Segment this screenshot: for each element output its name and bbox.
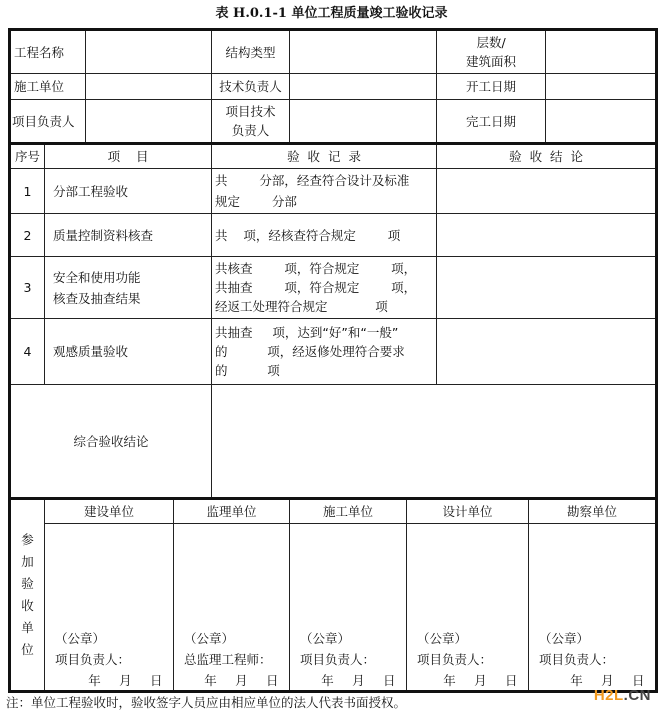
floors-area-value (546, 30, 657, 74)
record-cell (212, 257, 437, 319)
acceptance-record-table (8, 28, 658, 693)
record-line: 经返工处理符合规定 项 (215, 299, 388, 314)
start-date-label: 开工日期 (437, 74, 546, 100)
signature-cell (407, 524, 529, 692)
project-lead-label: 项目负责人 (10, 100, 86, 144)
seal-label: （公章） (417, 631, 468, 646)
table-title: 表 H.0.1-1 单位工程质量竣工验收记录 (215, 6, 448, 21)
seq-header: 序号 (10, 144, 45, 169)
record-cell (212, 214, 437, 257)
start-date-value (546, 74, 657, 100)
seal-label: （公章） (539, 631, 590, 646)
item-header: 项 目 (45, 144, 212, 169)
footnote: 注：单位工程验收时，验收签字人员应由相应单位的法人代表书面授权。 (6, 695, 407, 710)
item-label: 观感质量验收 (45, 319, 212, 385)
seal-label: （公章） (184, 631, 235, 646)
row-number: 2 (10, 214, 45, 257)
unit-name: 施工单位 (290, 499, 407, 524)
item-label: 分部工程验收 (45, 169, 212, 214)
signer-label: 项目负责人： (300, 652, 376, 667)
summary-label: 综合验收结论 (10, 385, 212, 499)
record-line: 共 项，经核查符合规定 项 (215, 227, 401, 243)
item-label: 安全和使用功能 核查及抽查结果 (45, 257, 212, 319)
record-line: 规定 分部 (215, 194, 297, 209)
conclusion-cell (437, 214, 657, 257)
record-line: 的 项，经返修处理符合要求 (215, 344, 405, 359)
record-line: 的 项 (215, 363, 280, 378)
project-lead-value (86, 100, 212, 144)
project-tech-lead-value (290, 100, 437, 144)
record-line: 共核查 项，符合规定 项， (215, 261, 417, 276)
row-number: 1 (10, 169, 45, 214)
unit-name: 建设单位 (45, 499, 174, 524)
signature-cell (290, 524, 407, 692)
construction-unit-label: 施工单位 (10, 74, 86, 100)
project-tech-lead-label: 项目技术 负责人 (212, 100, 290, 144)
unit-name: 设计单位 (407, 499, 529, 524)
signer-label: 项目负责人： (55, 652, 131, 667)
tech-lead-value (290, 74, 437, 100)
signer-label: 项目负责人： (539, 652, 615, 667)
record-line: 共抽查 项，达到“好”和“一般” (215, 325, 399, 340)
record-line: 共 分部，经查符合设计及标准 (215, 173, 410, 188)
signature-cell (174, 524, 290, 692)
date-label: 年 月 日 (321, 673, 397, 688)
row-number: 4 (10, 319, 45, 385)
unit-name: 监理单位 (174, 499, 290, 524)
tech-lead-label: 技术负责人 (212, 74, 290, 100)
signature-cell (45, 524, 174, 692)
watermark-logo: H2L.CN (593, 687, 651, 704)
conclusion-cell (437, 257, 657, 319)
seal-label: （公章） (55, 631, 106, 646)
record-line: 共抽查 项，符合规定 项， (215, 280, 417, 295)
date-label: 年 月 日 (443, 673, 519, 688)
row-number: 3 (10, 257, 45, 319)
date-label: 年 月 日 (88, 673, 164, 688)
conclusion-cell (437, 169, 657, 214)
project-name-value (86, 30, 212, 74)
conclusion-header: 验 收 结 论 (437, 144, 657, 169)
structure-type-label: 结构类型 (212, 30, 290, 74)
unit-name: 勘察单位 (529, 499, 657, 524)
project-name-label: 工程名称 (10, 30, 86, 74)
finish-date-value (546, 100, 657, 144)
signature-cell (529, 524, 657, 692)
seal-label: （公章） (300, 631, 351, 646)
conclusion-cell (437, 319, 657, 385)
record-header: 验 收 记 录 (212, 144, 437, 169)
item-label: 质量控制资料核查 (45, 214, 212, 257)
summary-value (212, 385, 657, 499)
signer-label: 总监理工程师： (184, 652, 272, 667)
signer-label: 项目负责人： (417, 652, 493, 667)
floors-area-label: 层数/ 建筑面积 (437, 30, 546, 74)
finish-date-label: 完工日期 (437, 100, 546, 144)
record-cell (212, 319, 437, 385)
record-cell (212, 169, 437, 214)
construction-unit-value (86, 74, 212, 100)
structure-type-value (290, 30, 437, 74)
date-label: 年 月 日 (204, 673, 280, 688)
date-label: 年 月 日 (570, 673, 646, 688)
participants-side-label: 参 加 验 收 单 位 (10, 499, 45, 692)
